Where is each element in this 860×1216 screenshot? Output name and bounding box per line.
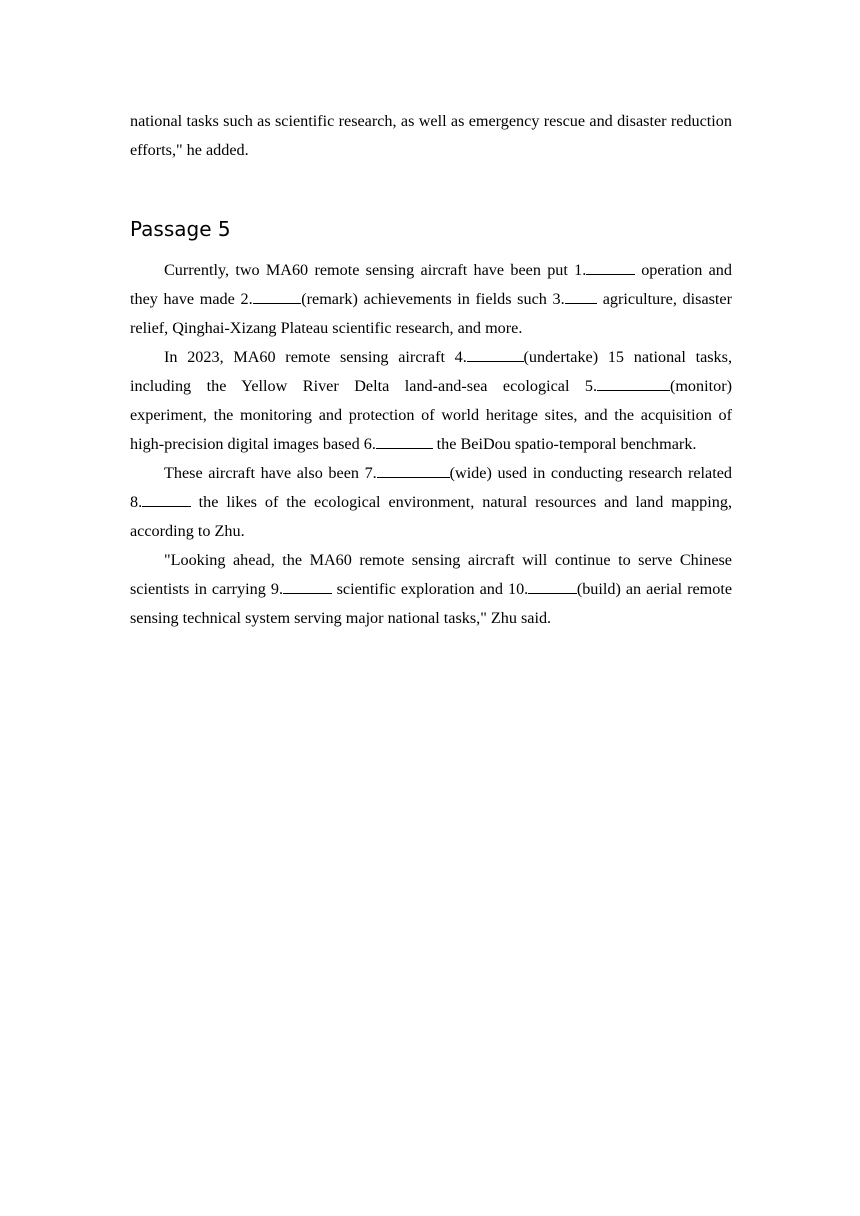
passage-paragraph bbox=[130, 256, 732, 343]
answer-blank bbox=[586, 259, 635, 275]
passage-text: Currently, two MA60 remote sensing aircraft have been put 1. bbox=[164, 261, 587, 279]
intro-paragraph: national tasks such as scientific research, as well as emergency rescue and disaster reduction efforts," he added. bbox=[130, 112, 732, 159]
answer-blank bbox=[597, 375, 670, 391]
passage-text: agriculture, disaster relief, Qinghai-Xizang Plateau scientific research, and more. bbox=[130, 290, 733, 337]
passage-text: scientific exploration and 10. bbox=[331, 580, 529, 598]
passage-paragraph bbox=[130, 546, 732, 633]
answer-blank bbox=[283, 578, 332, 594]
passage-text: the likes of the ecological environment, natural resources and land mapping, according to Zhu. bbox=[130, 493, 732, 540]
passage-text: (wide) used in conducting research related 8. bbox=[130, 464, 733, 511]
passage-text: (build) an aerial remote sensing technical system serving major national tasks," Zhu said. bbox=[130, 580, 733, 627]
passage-text: "Looking ahead, the MA60 remote sensing aircraft will continue to serve Chinese scientists in carrying 9. bbox=[130, 551, 732, 598]
passage-text: (monitor) experiment, the monitoring and protection of world heritage sites, and the acquisition of high-precision digital images based 6. bbox=[130, 377, 732, 453]
answer-blank bbox=[253, 288, 302, 304]
passage-paragraph bbox=[130, 459, 732, 546]
passage-text: the BeiDou spatio-temporal benchmark. bbox=[432, 435, 697, 453]
answer-blank bbox=[377, 462, 450, 478]
answer-blank bbox=[528, 578, 577, 594]
passage-paragraph bbox=[130, 343, 732, 459]
answer-blank bbox=[467, 346, 524, 362]
passage-text: (undertake) 15 national tasks, including the Yellow River Delta land-and-sea ecological 5. bbox=[130, 348, 733, 395]
passage-text: operation and they have made 2. bbox=[130, 261, 732, 308]
answer-blank bbox=[565, 288, 597, 304]
passage-text: (remark) achievements in fields such 3. bbox=[301, 290, 565, 308]
passage-text: In 2023, MA60 remote sensing aircraft 4. bbox=[164, 348, 467, 366]
passage-heading: Passage 5 bbox=[130, 217, 231, 241]
answer-blank bbox=[142, 491, 191, 507]
passage-text: These aircraft have also been 7. bbox=[164, 464, 377, 482]
answer-blank bbox=[376, 433, 433, 449]
passage-body bbox=[130, 256, 732, 633]
